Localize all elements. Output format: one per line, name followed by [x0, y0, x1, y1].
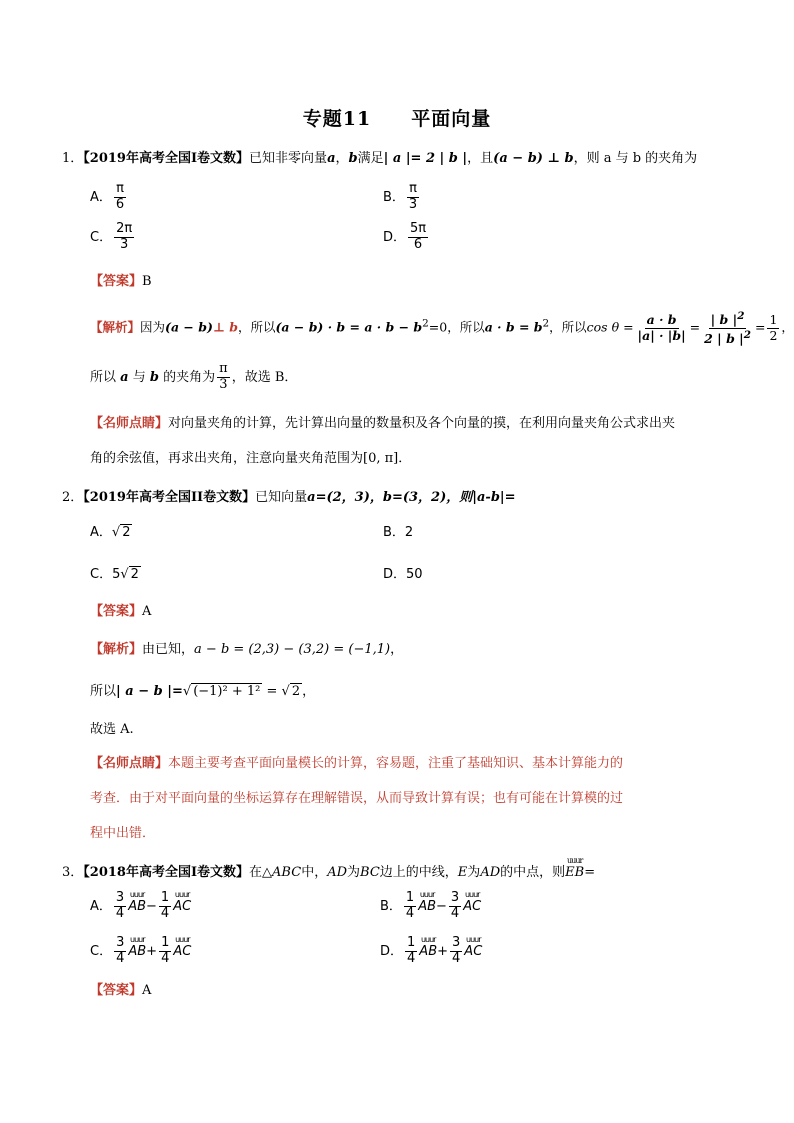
- fraction-denominator: 4: [452, 950, 461, 966]
- q3-point-e: E: [457, 865, 468, 880]
- analysis-math: (a − b) · b = a · b − b: [275, 319, 423, 335]
- fraction-denominator: 2 | b |: [704, 330, 744, 346]
- q2-number: 2．: [62, 490, 84, 505]
- operator: −: [436, 898, 447, 914]
- option-value: 50: [406, 567, 423, 582]
- q1-analysis-line2: [90, 362, 297, 393]
- q2-stem: [62, 486, 516, 505]
- vector-label: AB: [419, 943, 438, 959]
- vec-b: b: [149, 369, 159, 385]
- answer-value: A: [142, 983, 152, 998]
- operator: −: [146, 898, 157, 914]
- fraction-numerator: 1: [161, 935, 170, 950]
- q2-stem-text: 已知向量: [255, 490, 308, 505]
- radicand: 2: [122, 525, 131, 540]
- analysis-tag: 【解析】: [90, 319, 141, 335]
- analysis-text: ，: [390, 642, 404, 657]
- vector-ab: [419, 934, 438, 959]
- fraction-denominator: 3: [119, 236, 129, 252]
- q1-option-a: [90, 182, 128, 213]
- q3-vector-eb: [565, 856, 585, 880]
- analysis-text: 因为: [140, 319, 166, 335]
- fraction-numerator: 3: [115, 890, 125, 905]
- tip-text: 本题主要考查平面向量模长的计算，容易题，注重了基础知识、基本计算能力的: [168, 756, 624, 771]
- fraction-denominator: 4: [405, 905, 415, 921]
- analysis-math: =: [266, 684, 278, 699]
- fraction-denominator: |a| · |b|: [637, 327, 686, 343]
- vector-arrow: uuur: [130, 934, 145, 944]
- q3-option-a: [90, 891, 191, 922]
- answer-value: B: [142, 274, 152, 289]
- vector-label: AC: [173, 898, 192, 914]
- q3-option-b: [380, 891, 481, 922]
- tip-text: 角的余弦值，再求出夹角，注意向量夹角范围为: [90, 451, 364, 466]
- option-label: B．: [383, 525, 405, 540]
- option-label: B．: [380, 898, 402, 914]
- tip-text: 对向量夹角的计算，先计算出向量的数量积及各个向量的摸，在利用向量夹角公式求出夹: [168, 416, 676, 431]
- option-label: C．: [90, 567, 113, 582]
- q2-option-c: [90, 563, 141, 582]
- q1-condition-b: (a − b) ⊥ b: [493, 151, 574, 166]
- q3-equals: =: [584, 865, 596, 880]
- analysis-text: 由已知，: [142, 642, 195, 657]
- sqrt: √ 2: [111, 525, 131, 540]
- q3-answer: [90, 979, 151, 998]
- vector-arrow: uuur: [129, 889, 145, 899]
- q3-segment-ad: AD: [327, 865, 348, 880]
- q1-stem-pre: 已知非零向量: [249, 151, 328, 166]
- vector-arrow: uuur: [464, 889, 480, 899]
- analysis-text: 故选 A.: [90, 722, 134, 737]
- vector-label: EB: [565, 865, 585, 880]
- fraction-denominator: 4: [115, 905, 125, 921]
- fraction-denominator: 4: [450, 905, 460, 921]
- tip-tag: 【名师点睛】: [90, 756, 169, 771]
- page-title: [0, 104, 794, 131]
- fraction-numerator: 2π: [116, 221, 133, 236]
- option-fraction: [114, 182, 126, 213]
- q2-analysis-line1: [90, 638, 403, 657]
- q2-analysis-line2: [90, 680, 315, 699]
- radicand: 2: [291, 684, 301, 699]
- q3-segment-bc: BC: [360, 865, 380, 880]
- vector-ac: [464, 934, 483, 959]
- fraction-numerator: | b |: [710, 312, 738, 328]
- vector-arrow: uuur: [466, 934, 481, 944]
- q2-option-a: [90, 521, 132, 540]
- analysis-text: 的夹角为: [163, 369, 216, 385]
- vector-arrow: uuur: [420, 934, 436, 944]
- q1-condition-a: | a |= 2 | b |: [383, 151, 468, 166]
- fraction-numerator: 3: [452, 935, 461, 950]
- analysis-text: 所以: [90, 684, 117, 699]
- q1-vec-b: b: [348, 151, 358, 166]
- q3-stem: [62, 856, 596, 880]
- q1-analysis-line1: 【解析】因为(a − b)⊥ b，所以$(a - b) \cdot b = a \cdot b - b^2=0$，所以$a \cdot b = b^2$，所以cos θ = $\frac{a \cdot b}{|a| \cdot |b|}$ = $\frac{| b |^2}{2 | b |^2}$ = $\frac{1}{2}$ ，: [90, 310, 794, 346]
- q2-answer: [90, 600, 151, 619]
- fraction-denominator: 3: [219, 376, 228, 392]
- vector-label: AC: [173, 943, 192, 959]
- q3-stem-text: 为: [347, 865, 361, 880]
- tip-tag: 【名师点睛】: [90, 416, 169, 431]
- fraction-denominator: 4: [160, 905, 170, 921]
- option-label: A．: [90, 189, 112, 205]
- vector-ac: [463, 889, 482, 914]
- q2-source: 【2019年高考全国II卷文数】: [83, 490, 256, 505]
- radicand: 2: [130, 567, 139, 582]
- fraction-denominator: 2: [769, 327, 778, 343]
- q3-stem-text: 为: [467, 865, 481, 880]
- q3-source: 【2018年高考全国I卷文数】: [83, 865, 250, 880]
- analysis-text: ，所以: [237, 319, 276, 335]
- tip-range: [0, π]: [363, 451, 399, 466]
- answer-value: A: [142, 604, 152, 619]
- cos-fraction-2: $\frac{| b |^2}{2 | b |^2}$: [704, 310, 751, 346]
- fraction-denominator: 4: [116, 950, 125, 966]
- q2-tip-line3: 程中出错．: [90, 826, 156, 841]
- q2-ask: |a-b|=: [472, 490, 516, 505]
- sqrt: √ 2: [281, 684, 301, 699]
- q3-stem-text: 在△: [249, 865, 273, 880]
- fraction-numerator: 1: [405, 890, 415, 905]
- analysis-text: ，: [302, 684, 316, 699]
- answer-tag: 【答案】: [90, 983, 143, 998]
- option-value: 2: [404, 525, 414, 540]
- analysis-text: ，故选 B．: [231, 369, 298, 385]
- vector-ab: [418, 889, 437, 914]
- answer-tag: 【答案】: [90, 274, 143, 289]
- fraction-denominator: 3: [408, 196, 418, 212]
- fraction-numerator: 3: [116, 935, 125, 950]
- fraction-denominator: 4: [407, 950, 416, 966]
- q3-stem-text: 中，: [301, 865, 328, 880]
- q1-stem: 1．【2019年高考全国I卷文数】已知非零向量a，b满足| a |= 2 | b |，且(a − b) ⊥ b，则 a 与 b 的夹角为: [62, 151, 698, 166]
- option-label: D．: [383, 567, 407, 582]
- vector-arrow: uuur: [175, 934, 190, 944]
- q1-tip-line2: [90, 447, 411, 466]
- q1-answer: [90, 270, 152, 289]
- q2-vec-a: a=(2，3)，: [307, 490, 383, 505]
- option-fraction: [407, 182, 419, 213]
- option-fraction: [408, 222, 428, 253]
- sqrt: √ 2: [120, 567, 139, 582]
- vector-arrow: uuur: [567, 856, 583, 865]
- fraction-denominator: 6: [413, 236, 423, 252]
- vector-ac: [173, 934, 192, 959]
- vector-ab: [128, 934, 147, 959]
- analysis-math: a − b = (2,3) − (3,2) = (−1,1): [194, 642, 391, 657]
- q2-tip-line1: [90, 752, 623, 771]
- option-fraction: [114, 222, 134, 253]
- vector-label: AB: [128, 943, 147, 959]
- fraction-denominator: 6: [115, 196, 125, 212]
- q2-option-d: [383, 563, 423, 582]
- q2-vec-b: b=(3，2)，则: [382, 490, 473, 505]
- answer-tag: 【答案】: [90, 604, 143, 619]
- q1-stem-mid: 满足: [357, 151, 384, 166]
- analysis-math: ⊥ b: [212, 319, 238, 335]
- q3-option-d: [380, 936, 482, 967]
- vector-arrow: uuur: [419, 889, 435, 899]
- option-coefficient: 5: [112, 567, 121, 582]
- operator: +: [437, 943, 449, 959]
- vector-label: AB: [128, 898, 146, 914]
- vector-label: AB: [418, 898, 437, 914]
- fraction-numerator: a · b: [646, 312, 677, 328]
- vector-arrow: uuur: [174, 889, 190, 899]
- fraction-numerator: 5π: [410, 221, 427, 236]
- option-label: B．: [383, 189, 405, 205]
- option-label: D．: [383, 229, 407, 245]
- vector-label: AC: [464, 943, 483, 959]
- title-name: 平面向量: [411, 108, 492, 130]
- analysis-tag: 【解析】: [90, 642, 143, 657]
- fraction-numerator: 1: [407, 935, 416, 950]
- vector-ac: [173, 889, 192, 914]
- analysis-text: =0，所以: [428, 319, 485, 335]
- q2-analysis-line3: [90, 718, 134, 737]
- q1-source: 【2019年高考全国I卷文数】: [83, 151, 250, 166]
- radicand: (−1)² + 1²: [193, 684, 261, 699]
- q1-tip-line1: [90, 412, 675, 431]
- fraction-numerator: 1: [769, 312, 778, 328]
- fraction-numerator: 1: [160, 890, 170, 905]
- q1-number: 1．: [62, 151, 84, 166]
- q3-number: 3．: [62, 865, 84, 880]
- analysis-text: 与: [132, 369, 146, 385]
- angle-fraction: [217, 362, 230, 393]
- fraction-numerator: π: [116, 181, 124, 196]
- analysis-text: 所以: [90, 369, 117, 385]
- q1-stem-post: ，则 a 与 b 的夹角为: [573, 151, 698, 166]
- fraction-numerator: π: [219, 361, 228, 376]
- q3-stem-text: 的中点，则: [500, 865, 566, 880]
- analysis-text: ，所以: [549, 319, 587, 335]
- tip-text: ．: [398, 451, 412, 466]
- vec-a: a: [120, 369, 129, 385]
- analysis-math: (a − b): [165, 319, 213, 335]
- option-label: A．: [90, 525, 112, 540]
- vector-ab: [128, 889, 146, 914]
- q3-stem-text: 边上的中线，: [379, 865, 458, 880]
- option-label: C．: [90, 229, 113, 245]
- q2-option-b: [383, 521, 413, 540]
- sqrt: √ (−1)² + 1²: [182, 684, 261, 699]
- cos-fraction-3: [767, 313, 779, 343]
- q1-option-b: [383, 182, 421, 213]
- fraction-denominator: 4: [161, 950, 170, 966]
- q1-stem-and: ，且: [467, 151, 494, 166]
- fraction-numerator: π: [409, 181, 417, 196]
- cos-fraction-1: [636, 313, 688, 343]
- option-label: C．: [90, 943, 113, 959]
- analysis-math: | a − b |=: [116, 684, 183, 699]
- title-topic: 专题11: [302, 108, 372, 130]
- q1-vec-a: a: [327, 151, 336, 166]
- analysis-math: a · b = b: [484, 319, 543, 335]
- fraction-numerator: 3: [450, 890, 460, 905]
- q2-tip-line2: 考查．由于对平面向量的坐标运算存在理解错误，从而导致计算有误；也有可能在计算模的过: [90, 791, 624, 806]
- operator: +: [146, 943, 158, 959]
- q3-segment-ad: AD: [480, 865, 501, 880]
- q3-triangle: ABC: [272, 865, 302, 880]
- q1-option-c: [90, 222, 136, 253]
- vector-label: AC: [463, 898, 482, 914]
- analysis-math: cos θ =: [586, 319, 634, 335]
- option-label: A．: [90, 898, 112, 914]
- q1-option-d: [383, 222, 430, 253]
- q3-option-c: [90, 936, 191, 967]
- option-label: D．: [380, 943, 404, 959]
